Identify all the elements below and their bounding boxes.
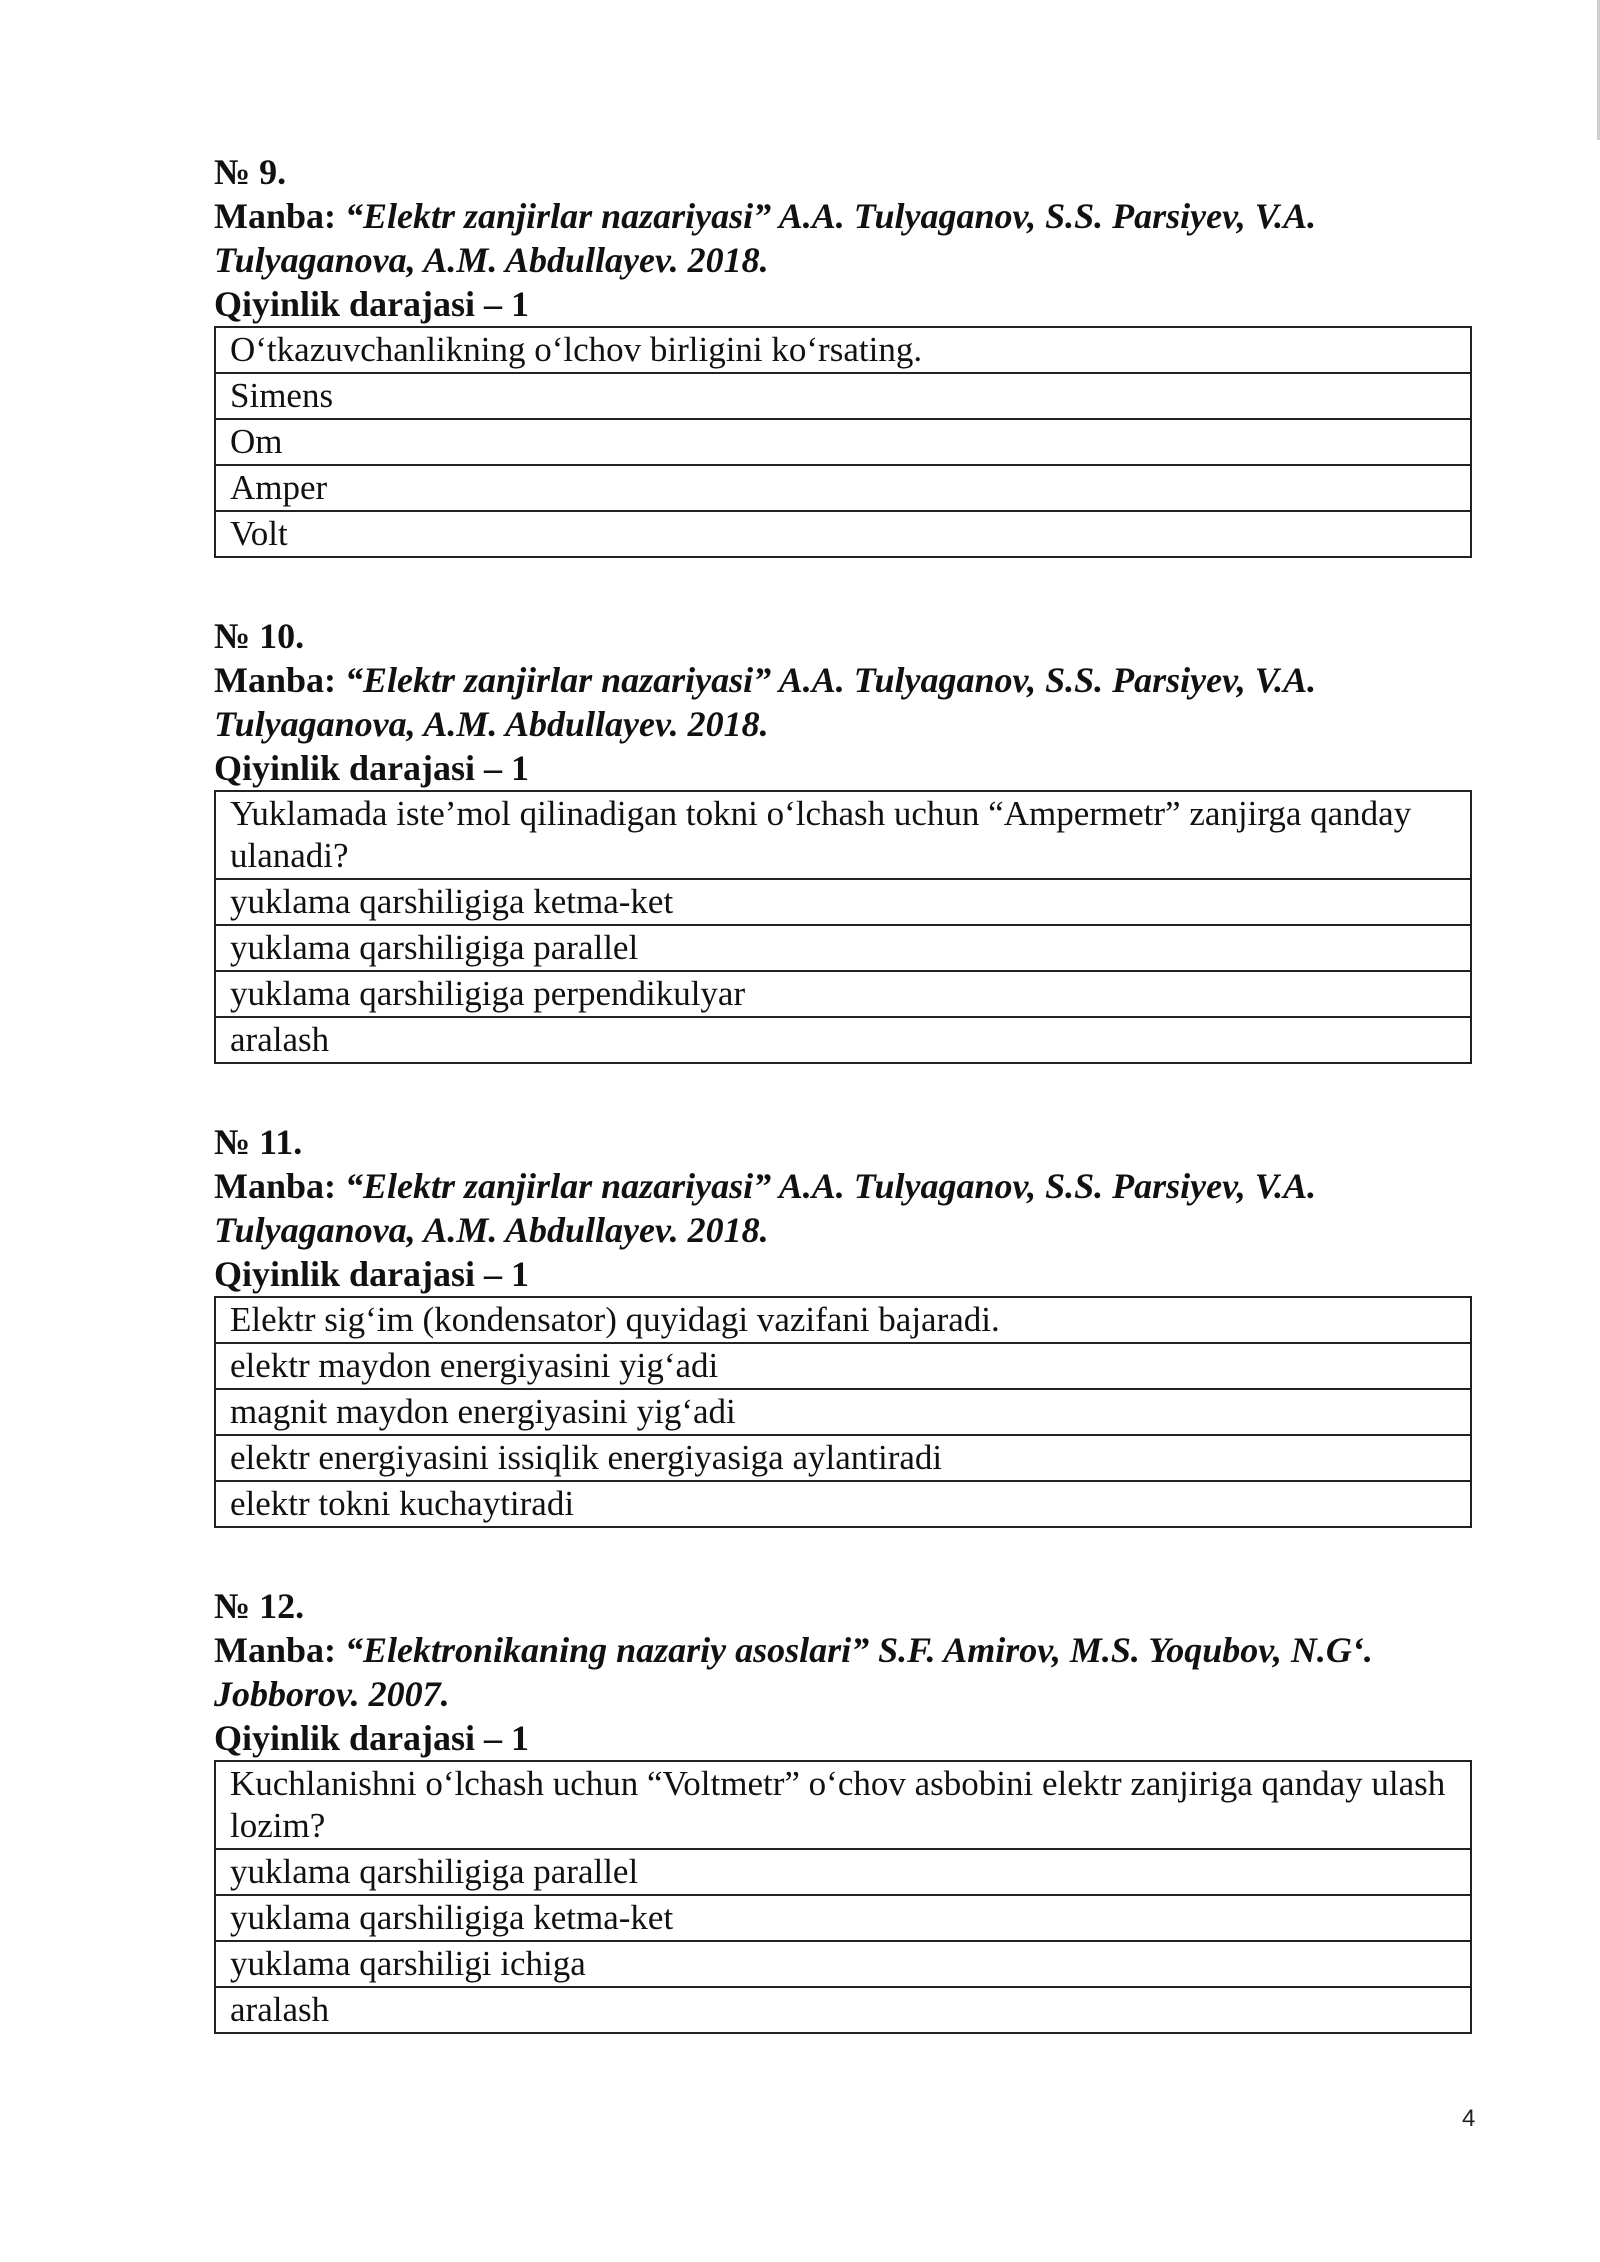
table-row — [215, 1481, 1471, 1527]
table-row — [215, 1435, 1471, 1481]
table-row — [215, 1849, 1471, 1895]
question-source — [214, 1628, 1472, 1716]
question-number: № 10. — [214, 616, 305, 656]
table-row — [215, 465, 1471, 511]
question-table — [214, 326, 1472, 558]
source-label: Manba: — [214, 196, 346, 236]
source-authors: A.A. Tulyaganov, S.S. Parsiyev, V.A. Tulyaganova, A.M. Abdullayev. 2018. — [214, 660, 1317, 744]
answer-option: yuklama qarshiligiga perpendikulyar — [215, 971, 1471, 1017]
table-row — [215, 419, 1471, 465]
table-row — [215, 1297, 1471, 1343]
source-label: Manba: — [214, 1166, 346, 1206]
difficulty-level: Qiyinlik darajasi – 1 — [214, 748, 530, 788]
question-number: № 9. — [214, 152, 287, 192]
question-source — [214, 1164, 1472, 1252]
question-block-11 — [214, 1120, 1472, 1528]
question-table — [214, 1296, 1472, 1528]
question-text: Elektr sig‘im (kondensator) quyidagi vazifani bajaradi. — [215, 1297, 1471, 1343]
question-number: № 11. — [214, 1122, 303, 1162]
answer-option: elektr tokni kuchaytiradi — [215, 1481, 1471, 1527]
table-row — [215, 373, 1471, 419]
answer-option: Amper — [215, 465, 1471, 511]
table-row — [215, 1987, 1471, 2033]
answer-option: Simens — [215, 373, 1471, 419]
source-title: “Elektr zanjirlar nazariyasi” — [345, 660, 772, 700]
table-row — [215, 327, 1471, 373]
source-title: “Elektr zanjirlar nazariyasi” — [345, 196, 772, 236]
document-body — [214, 150, 1472, 2090]
question-table — [214, 1760, 1472, 2034]
answer-option: yuklama qarshiligiga parallel — [215, 1849, 1471, 1895]
question-block-12 — [214, 1584, 1472, 2034]
answer-option: Volt — [215, 511, 1471, 557]
question-number: № 12. — [214, 1586, 305, 1626]
difficulty-level: Qiyinlik darajasi – 1 — [214, 284, 530, 324]
answer-option: aralash — [215, 1987, 1471, 2033]
answer-option: yuklama qarshiligiga ketma-ket — [215, 879, 1471, 925]
source-label: Manba: — [214, 660, 346, 700]
table-row — [215, 925, 1471, 971]
question-text: O‘tkazuvchanlikning o‘lchov birligini ko‘rsating. — [215, 327, 1471, 373]
table-row — [215, 511, 1471, 557]
table-row — [215, 791, 1471, 879]
question-text: Kuchlanishni o‘lchash uchun “Voltmetr” o‘chov asbobini elektr zanjiriga qanday ulash lozim? — [215, 1761, 1471, 1849]
question-block-10 — [214, 614, 1472, 1064]
question-text: Yuklamada iste’mol qilinadigan tokni o‘lchash uchun “Ampermetr” zanjirga qanday ulanadi? — [215, 791, 1471, 879]
table-row — [215, 971, 1471, 1017]
table-row — [215, 1343, 1471, 1389]
question-block-9 — [214, 150, 1472, 558]
table-row — [215, 1017, 1471, 1063]
answer-option: elektr maydon energiyasini yig‘adi — [215, 1343, 1471, 1389]
table-row — [215, 1895, 1471, 1941]
difficulty-level: Qiyinlik darajasi – 1 — [214, 1718, 530, 1758]
question-source — [214, 658, 1472, 746]
answer-option: magnit maydon energiyasini yig‘adi — [215, 1389, 1471, 1435]
question-table — [214, 790, 1472, 1064]
answer-option: Om — [215, 419, 1471, 465]
table-row — [215, 1761, 1471, 1849]
page-number: 4 — [1462, 2105, 1476, 2132]
source-authors: A.A. Tulyaganov, S.S. Parsiyev, V.A. Tulyaganova, A.M. Abdullayev. 2018. — [214, 1166, 1317, 1250]
answer-option: elektr energiyasini issiqlik energiyasiga aylantiradi — [215, 1435, 1471, 1481]
source-title: “Elektr zanjirlar nazariyasi” — [345, 1166, 772, 1206]
difficulty-level: Qiyinlik darajasi – 1 — [214, 1254, 530, 1294]
source-authors: S.F. Amirov, M.S. Yoqubov, N.G‘. Jobborov. 2007. — [214, 1630, 1373, 1714]
table-row — [215, 1941, 1471, 1987]
question-source — [214, 194, 1472, 282]
answer-option: yuklama qarshiligiga parallel — [215, 925, 1471, 971]
answer-option: aralash — [215, 1017, 1471, 1063]
table-row — [215, 1389, 1471, 1435]
source-title: “Elektronikaning nazariy asoslari” — [345, 1630, 870, 1670]
source-authors: A.A. Tulyaganov, S.S. Parsiyev, V.A. Tulyaganova, A.M. Abdullayev. 2018. — [214, 196, 1317, 280]
table-row — [215, 879, 1471, 925]
answer-option: yuklama qarshiligi ichiga — [215, 1941, 1471, 1987]
answer-option: yuklama qarshiligiga ketma-ket — [215, 1895, 1471, 1941]
source-label: Manba: — [214, 1630, 346, 1670]
